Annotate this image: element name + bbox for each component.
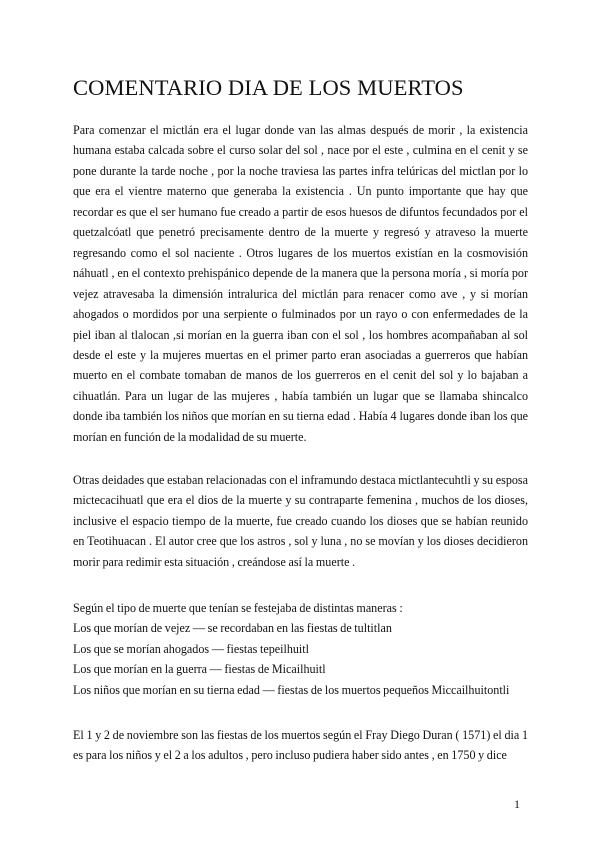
paragraph-november: El 1 y 2 de noviembre son las fiestas de los muertos según el Fray Diego Duran ( 1571) el dia 1 es para los niños y el 2 a los adultos , pero incluso pudiera haber sido antes , en 1750 y dice (73, 728, 528, 763)
list-item: Los niños que morían en su tierna edad — fiestas de los muertos pequeños Miccailhuitontli (73, 682, 510, 697)
list-item: Los que se morían ahogados — fiestas tepeilhuitl (73, 641, 309, 656)
page-number: 1 (514, 797, 520, 811)
death-types-list (73, 598, 528, 700)
list-item: Los que morían en la guerra — fiestas de Micailhuitl (73, 662, 326, 677)
paragraph-mictlan: Para comenzar el mictlán era el lugar donde van las almas después de morir , la existencia humana estaba calcada sobre el curso solar del sol , nace por el este , culmina en el cenit y se pone durante la tarde noche , por la noche traviesa las partes infra telúricas del mictlan por lo que era el vientre materno que generaba la existencia . Un punto importante que hay que recordar es que el ser humano fue creado a partir de esos huesos de difuntos fecundados por el quetzalcóatl que penetró precisamente dentro de la muerte y regresó y atraveso la muerte regresando como el sol naciente . Otros lugares de los muertos existían en la cosmovisión náhuatl , en el contexto prehispánico depende de la manera que la persona moría , si moría por vejez atravesaba la dimensión intralurica del mictlán para renacer como ave , y si morían ahogados o mordidos por una serpiente o fulminados por un rayo o con enfermedades de la piel iban al tlalocan ,si morían en la guerra iban con el sol , los hombres acompañaban al sol desde el este y la mujeres muertas en el primer parto eran asociadas a guerreros que habían muerto en el combate tomaban de manos de los guerreros en el cenit del sol y lo bajaban a cihuatlán. Para un lugar de las mujeres , había también un lugar que se llamaba shincalco donde iba también los niños que morían en su tierna edad . Había 4 lugares donde iban los que morían en función de la modalidad de su muerte. (73, 123, 528, 444)
paragraph-deities: Otras deidades que estaban relacionadas con el inframundo destaca mictlantecuhtli y su esposa mictecacihuatl que era el dios de la muerte y su contraparte femenina , muchos de los dioses, inclusive el espacio tiempo de la muerte, fue creado cuando los dioses que se habían reunido en Teotihuacan . El autor cree que los astros , sol y luna , no se movían y los dioses decidieron morir para redimir esta situación , creándose así la muerte . (73, 473, 528, 569)
list-intro: Según el tipo de muerte que tenían se festejaba de distintas maneras : (73, 601, 403, 615)
page-title: COMENTARIO DIA DE LOS MUERTOS (73, 75, 464, 100)
list-item: Los que morían de vejez — se recordaban en las fiestas de tultitlan (73, 621, 392, 636)
